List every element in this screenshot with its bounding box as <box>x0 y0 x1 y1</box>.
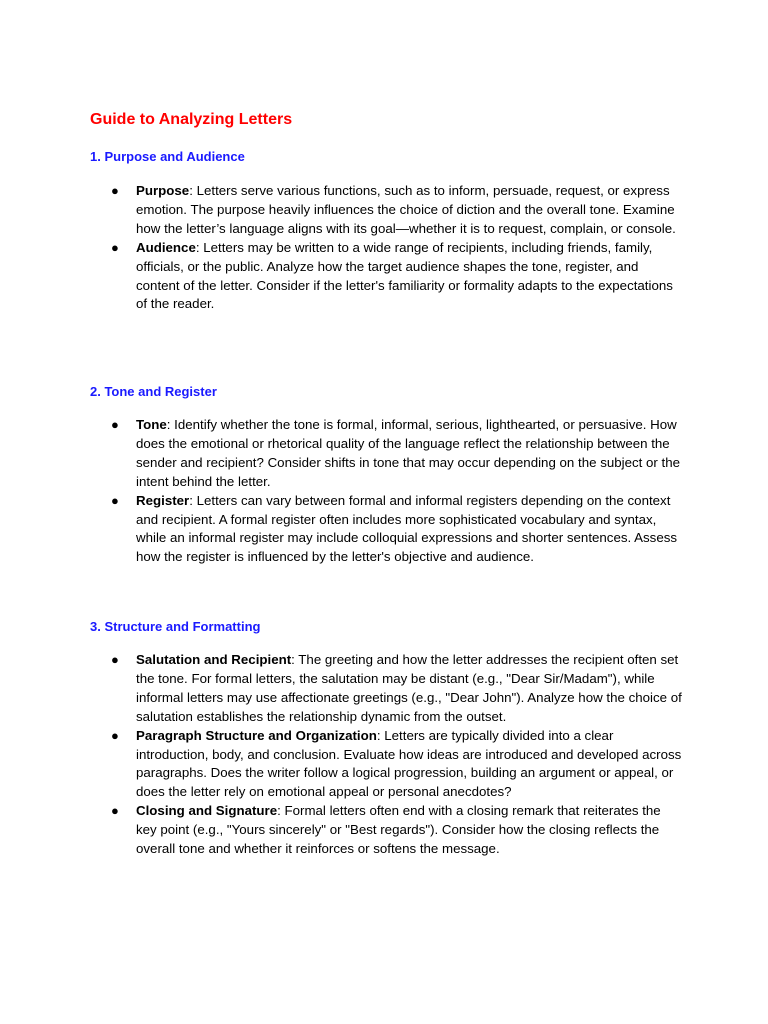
item-description: : Letters serve various functions, such as to inform, persuade, request, or express emotion. The purpose heavily influences the choice of diction and the overall tone. Examine how the letter’s language aligns with its goal—whether it is to request, complain, or console. <box>136 183 676 236</box>
section-list-purpose-audience <box>110 182 685 314</box>
item-description: : Letters may be written to a wide range of recipients, including friends, family, officials, or the public. Analyze how the target audience shapes the tone, register, and content of the letter. Consider if the letter's familiarity or formality adapts to the expectations of the reader. <box>136 239 673 312</box>
bullet-icon: ● <box>111 183 119 198</box>
list-item-closing-signature <box>110 802 685 859</box>
list-item-paragraph-structure <box>110 727 685 803</box>
section-heading-tone-register: 2. Tone and Register <box>90 384 217 399</box>
term-label: Purpose <box>136 183 190 198</box>
item-description: : The greeting and how the letter addresses the recipient often set the tone. For formal letters, the salutation may be distant (e.g., "Dear Sir/Madam"), while informal letters may use affectionate greetings (e.g., "Dear John"). Analyze how the choice of salutation establishes the relationship dynamic from the outset. <box>136 652 682 724</box>
item-description: : Identify whether the tone is formal, informal, serious, lighthearted, or persuasive. How does the emotional or rhetorical quality of the language reflect the relationship between the sender and recipient? Consider shifts in tone that may occur depending on the subject or the intent behind the letter. <box>136 417 681 489</box>
item-description: : Formal letters often end with a closing remark that reiterates the key point (e.g., "Yours sincerely" or "Best regards"). Consider how the closing reflects the overall tone and whether it reinforces or softens the message. <box>136 803 661 857</box>
term-label: Tone <box>136 417 167 432</box>
section-list-tone-register <box>110 416 685 567</box>
bullet-icon: ● <box>111 239 119 255</box>
term-label: Salutation and Recipient <box>136 652 292 667</box>
term-label: Register <box>136 492 190 508</box>
term-label: Paragraph Structure and Organization <box>136 727 377 743</box>
bullet-icon: ● <box>111 727 119 743</box>
document-title: Guide to Analyzing Letters <box>90 111 293 128</box>
list-item-tone <box>110 416 685 492</box>
bullet-icon: ● <box>111 652 119 667</box>
bullet-icon: ● <box>111 803 119 819</box>
section-heading-purpose-audience: 1. Purpose and Audience <box>90 149 245 164</box>
list-item-audience <box>110 239 685 315</box>
item-description: : Letters are typically divided into a clear introduction, body, and conclusion. Evaluate how ideas are introduced and developed across paragraphs. Does the writer follow a logical progression, building an argument or appeal, or does the letter rely on emotional appeal or personal anecdotes? <box>136 727 682 800</box>
list-item-register <box>110 492 685 568</box>
term-label: Audience <box>136 239 196 255</box>
list-item-purpose <box>110 182 685 239</box>
section-list-structure-formatting <box>110 651 685 859</box>
bullet-icon: ● <box>111 417 119 432</box>
bullet-icon: ● <box>111 492 119 508</box>
item-description: : Letters can vary between formal and informal registers depending on the context and recipient. A formal register often includes more sophisticated vocabulary and syntax, while an informal register may include colloquial expressions and shorter sentences. Assess how the register is influenced by the letter's objective and audience. <box>136 492 678 565</box>
list-item-salutation <box>110 651 685 727</box>
section-heading-structure-formatting: 3. Structure and Formatting <box>90 619 261 634</box>
term-label: Closing and Signature <box>136 803 278 819</box>
